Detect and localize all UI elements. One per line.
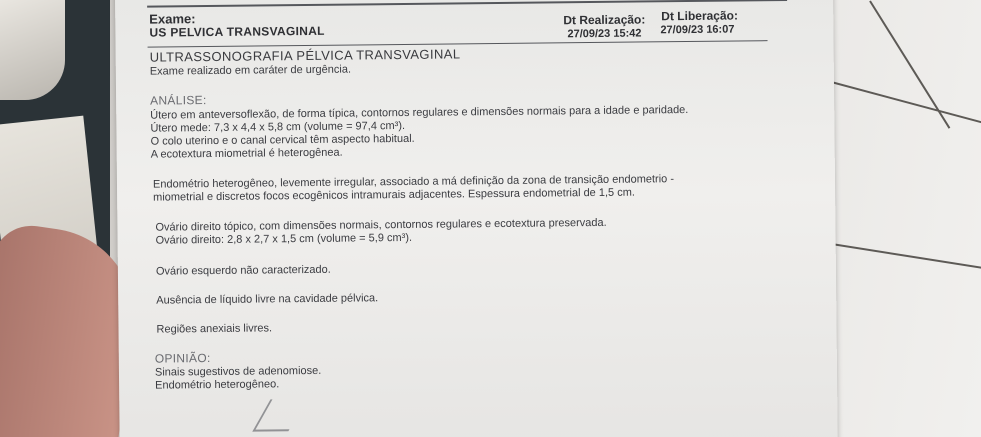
analysis-line: Ausência de líquido livre na cavidade pélvica. xyxy=(156,292,379,307)
realizacao-label: Dt Realização: xyxy=(563,12,646,28)
analysis-line: Ovário direito: 2,8 x 2,7 x 1,5 cm (volume = 5,9 cm³). xyxy=(155,231,413,247)
analysis-line: A ecotextura miometrial é heterogênea. xyxy=(150,146,343,161)
opinion-line: Endométrio heterogêneo. xyxy=(155,378,280,392)
liberacao-value: 27/09/23 16:07 xyxy=(660,23,735,37)
opinion-heading: OPINIÃO: xyxy=(154,351,211,366)
exam-label: Exame: xyxy=(149,11,196,27)
report-document xyxy=(147,0,807,392)
analysis-line: Útero em anteversoflexão, de forma típica, contornos regulares e dimensões normais para a idade e paridade. xyxy=(150,104,689,122)
realizacao-value: 27/09/23 15:42 xyxy=(567,27,642,41)
opinion-line: Sinais sugestivos de adenomiose. xyxy=(154,364,322,379)
analysis-line: Útero mede: 7,3 x 4,4 x 5,8 cm (volume = 97,4 cm³). xyxy=(150,119,406,135)
report-title: ULTRASSONOGRAFIA PÉLVICA TRANSVAGINAL xyxy=(149,46,461,65)
urgency-note: Exame realizado em caráter de urgência. xyxy=(149,63,352,78)
analysis-line: Regiões anexiais livres. xyxy=(156,322,273,336)
analysis-line: O colo uterino e o canal cervical têm aspecto habitual. xyxy=(150,132,415,148)
exam-value: US PELVICA TRANSVAGINAL xyxy=(149,23,325,40)
report-paper xyxy=(115,0,838,437)
liberacao-label: Dt Liberação: xyxy=(661,8,739,24)
header-rule xyxy=(147,0,787,8)
analysis-line: Ovário esquerdo não caracterizado. xyxy=(155,263,331,278)
signature-mark xyxy=(252,399,306,432)
analysis-line: miometrial e discretos focos ecogênicos intramurais adjacentes. Espessura endometrial de 1,5 cm. xyxy=(153,186,635,204)
analysis-line: Ovário direito tópico, com dimensões normais, contornos regulares e ecotextura preservada. xyxy=(155,216,607,234)
analysis-line: Endométrio heterogêneo, levemente irregular, associado a má definição da zona de transição endometrio - xyxy=(152,173,675,191)
white-cloth xyxy=(0,0,65,100)
analysis-heading: ANÁLISE: xyxy=(150,93,207,108)
